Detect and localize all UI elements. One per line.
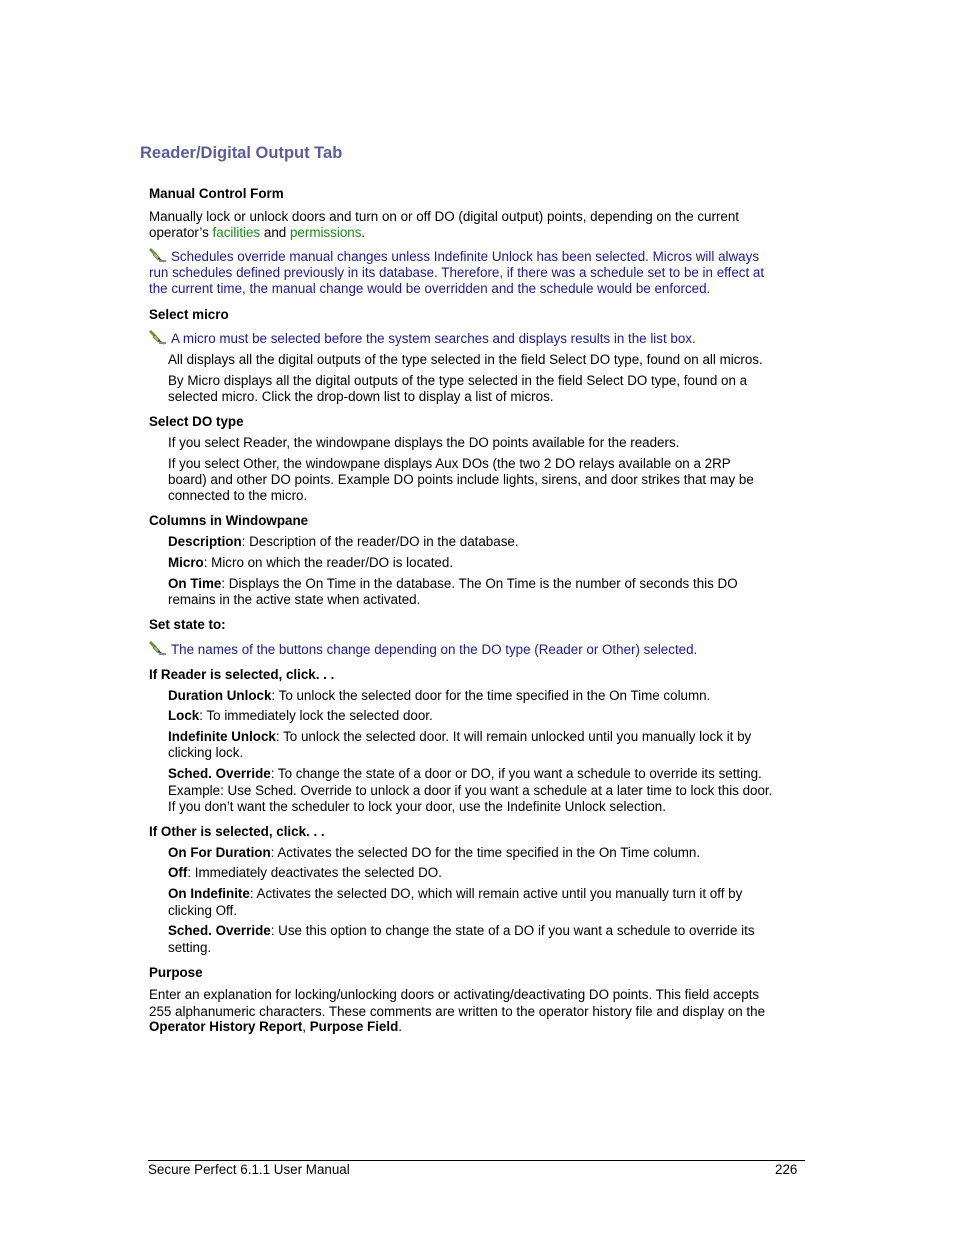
duration-unlock-item: [168, 688, 710, 704]
sched-override-other-text: : Use this option to change the state of a DO if you want a schedule to override its: [270, 923, 755, 938]
select-micro-heading: Select micro: [149, 307, 229, 322]
sched-override-reader-line2: Example: Use Sched. Override to unlock a door if you want a schedule at a later time to lock this door.: [168, 783, 773, 798]
on-indefinite-line2: clicking Off.: [168, 903, 237, 918]
select-micro-note-text: A micro must be selected before the system searches and displays results in the list box.: [171, 331, 696, 346]
purpose-line1: Enter an explanation for locking/unlocking doors or activating/deactivating DO points. This field accepts: [149, 987, 760, 1002]
by-micro-line2: selected micro. Click the drop-down list to display a list of micros.: [168, 389, 554, 404]
footer-manual-title: Secure Perfect 6.1.1 User Manual: [148, 1162, 350, 1177]
description-text: : Description of the reader/DO in the database.: [241, 534, 519, 549]
purpose-line2: 255 alphanumeric characters. These comments are written to the operator history file and display on the: [149, 1004, 766, 1019]
set-state-note: [149, 640, 697, 658]
micro-term: Micro: [168, 555, 204, 570]
permissions-link[interactable]: permissions: [289, 225, 362, 240]
select-do-type-heading: Select DO type: [149, 414, 244, 429]
operator-history-report-term: Operator History Report: [149, 1019, 303, 1034]
other-type-line3: connected to the micro.: [168, 488, 308, 503]
duration-unlock-term: Duration Unlock: [168, 688, 272, 703]
sched-override-term: Sched. Override: [168, 766, 271, 781]
footer-page-number: 226: [775, 1162, 798, 1177]
duration-unlock-text: : To unlock the selected door for the time specified in the On Time column.: [271, 688, 711, 703]
reader-type-description: If you select Reader, the windowpane displays the DO points available for the readers.: [168, 435, 680, 450]
schedule-note-text1: Schedules override manual changes unless Indefinite Unlock has been selected. Micros will always: [171, 249, 760, 264]
intro-end: .: [361, 225, 366, 240]
footer-divider: [148, 1160, 805, 1161]
lock-text: : To immediately lock the selected door.: [199, 708, 433, 723]
description-term: Description: [168, 534, 242, 549]
sched-override-other-line2: setting.: [168, 940, 212, 955]
page-title: Reader/Digital Output Tab: [140, 144, 343, 162]
reader-selected-heading: If Reader is selected, click. . .: [149, 667, 335, 682]
purpose-comma: ,: [302, 1019, 310, 1034]
off-item: [168, 865, 442, 881]
other-selected-heading: If Other is selected, click. . .: [149, 824, 325, 839]
ontime-term: On Time: [168, 576, 222, 591]
on-indefinite-term: On Indefinite: [168, 886, 250, 901]
schedule-note-line2: run schedules defined previously in its database. Therefore, if there was a schedule set to be in effect at: [149, 265, 765, 280]
columns-heading: Columns in Windowpane: [149, 513, 309, 528]
ontime-text: : Displays the On Time in the database. The On Time is the number of seconds this DO: [221, 576, 738, 591]
lock-item: [168, 708, 433, 724]
sched-override-text: : To change the state of a door or DO, if you want a schedule to override its setting.: [270, 766, 762, 781]
select-micro-note: [149, 329, 696, 347]
schedule-note-line3: the current time, the manual change would be overridden and the schedule would be enforced.: [149, 281, 711, 296]
purpose-line3: [149, 1019, 402, 1035]
schedule-note-line1: [149, 247, 759, 265]
note-pin-icon: [149, 640, 167, 656]
column-ontime-line2: remains in the active state when activated.: [168, 592, 421, 607]
purpose-period: .: [398, 1019, 403, 1034]
on-for-duration-item: [168, 845, 700, 861]
sched-override-reader-line1: [168, 766, 762, 782]
column-description: [168, 534, 519, 550]
column-micro: [168, 555, 453, 571]
indefinite-unlock-line2: clicking lock.: [168, 745, 244, 760]
column-ontime-line1: [168, 576, 738, 592]
on-indefinite-line1: [168, 886, 742, 902]
sched-override-reader-line3: If you don’t want the scheduler to lock your door, use the Indefinite Unlock selection.: [168, 799, 666, 814]
note-pin-icon: [149, 247, 167, 263]
on-for-duration-term: On For Duration: [168, 845, 271, 860]
off-text: : Immediately deactivates the selected DO.: [187, 865, 442, 880]
by-micro-line1: By Micro displays all the digital outputs of the type selected in the field Select DO type, found on a: [168, 373, 748, 388]
facilities-link[interactable]: facilities: [212, 225, 261, 240]
indefinite-unlock-term: Indefinite Unlock: [168, 729, 276, 744]
manual-control-intro-line2: [149, 225, 365, 241]
note-pin-icon: [149, 329, 167, 345]
purpose-heading: Purpose: [149, 965, 203, 980]
indefinite-unlock-text: : To unlock the selected door. It will remain unlocked until you manually lock it by: [275, 729, 752, 744]
sched-override-other-term: Sched. Override: [168, 923, 271, 938]
other-type-line1: If you select Other, the windowpane displays Aux DOs (the two 2 DO relays available on a 2RP: [168, 456, 731, 471]
off-term: Off: [168, 865, 188, 880]
manual-control-heading: Manual Control Form: [149, 186, 284, 201]
all-description: All displays all the digital outputs of the type selected in the field Select DO type, found on all micros.: [168, 352, 763, 367]
manual-control-intro-line1: Manually lock or unlock doors and turn on or off DO (digital output) points, depending on the current: [149, 209, 740, 224]
on-for-duration-text: : Activates the selected DO for the time specified in the On Time column.: [270, 845, 701, 860]
purpose-field-term: Purpose Field: [309, 1019, 399, 1034]
set-state-heading: Set state to:: [149, 617, 226, 632]
set-state-note-text: The names of the buttons change depending on the DO type (Reader or Other) selected.: [171, 642, 698, 657]
micro-text: : Micro on which the reader/DO is located.: [203, 555, 454, 570]
intro-and: and: [260, 225, 290, 240]
sched-override-other-line1: [168, 923, 755, 939]
intro-prefix: operator’s: [149, 225, 213, 240]
indefinite-unlock-line1: [168, 729, 751, 745]
other-type-line2: board) and other DO points. Example DO points include lights, sirens, and door strikes that may be: [168, 472, 754, 487]
lock-term: Lock: [168, 708, 200, 723]
on-indefinite-text: : Activates the selected DO, which will remain active until you manually turn it off by: [249, 886, 743, 901]
